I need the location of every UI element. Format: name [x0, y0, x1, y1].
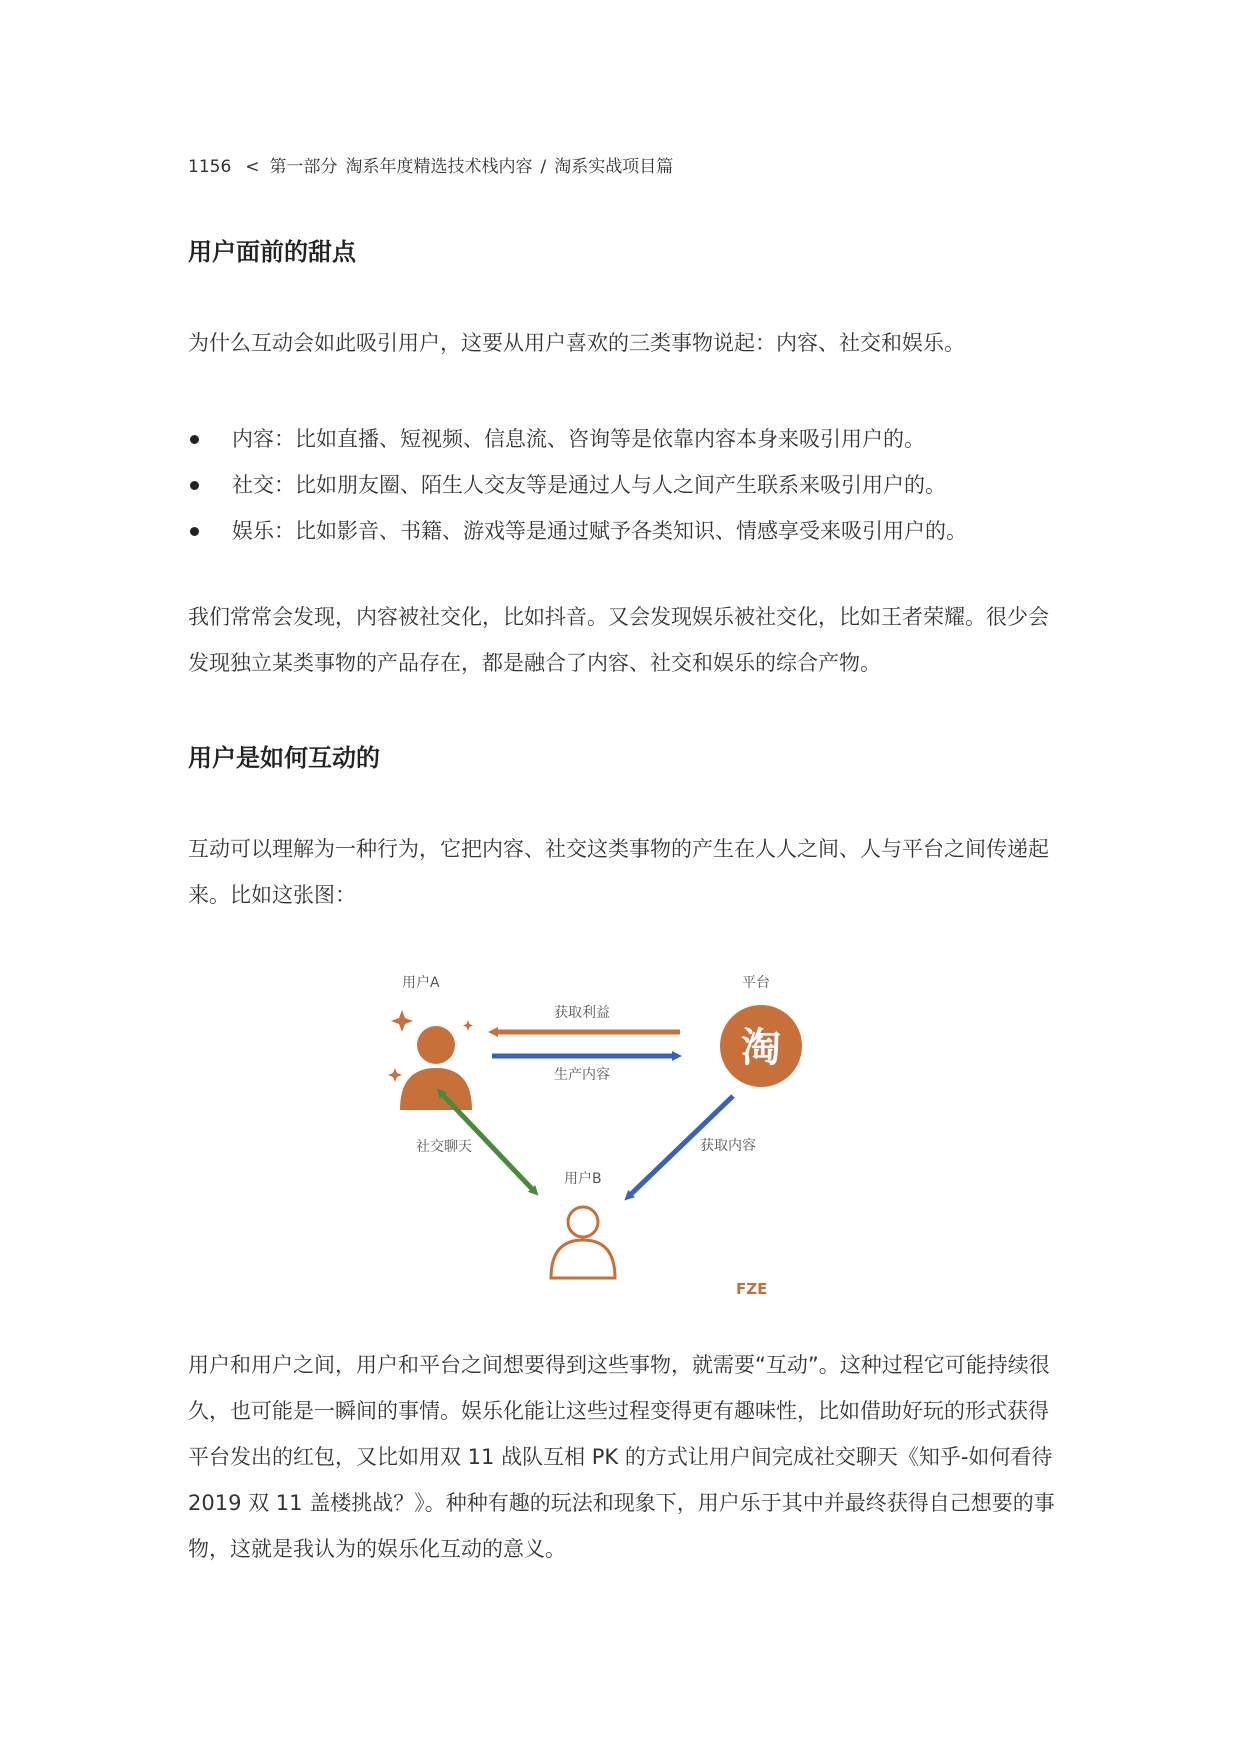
label-platform: 平台: [742, 975, 770, 991]
diagram-svg: [380, 960, 840, 1310]
section-heading-dessert: 用户面前的甜点: [188, 238, 356, 266]
bullet-dot: [190, 527, 199, 536]
user-b-icon: [551, 1207, 615, 1278]
interaction-paragraph: 互动可以理解为一种行为，它把内容、社交这类事物的产生在人人之间、人与平台之间传递起来。比如这张图：: [188, 837, 1049, 907]
bullet-list: [188, 416, 1058, 554]
section-heading-interaction: 用户是如何互动的: [188, 744, 380, 772]
social-paragraph: 我们常常会发现，内容被社交化，比如抖音。又会发现娱乐被社交化，比如王者荣耀。很少会发现独立某类事物的产品存在，都是融合了内容、社交和娱乐的综合产物。: [188, 605, 1049, 675]
running-header: [188, 152, 687, 177]
platform-logo-icon: [720, 1005, 802, 1087]
bullet-text: 娱乐：比如影音、书籍、游戏等是通过赋予各类知识、情感享受来吸引用户的。: [232, 519, 967, 543]
intro-paragraph: 为什么互动会如此吸引用户，这要从用户喜欢的三类事物说起：内容、社交和娱乐。: [188, 331, 965, 355]
bullet-dot: [190, 481, 199, 490]
header-slash: /: [540, 157, 547, 177]
header-section: 淘系实战项目篇: [554, 157, 674, 177]
list-item: [188, 508, 1058, 554]
label-user-b: 用户B: [564, 1171, 602, 1187]
header-part: 第一部分: [269, 157, 338, 177]
label-user-a: 用户A: [402, 975, 440, 991]
user-a-icon: [400, 1026, 472, 1110]
platform-logo-char: 淘: [741, 1025, 781, 1071]
list-item: [188, 462, 1058, 508]
bullet-text: 社交：比如朋友圈、陌生人交友等是通过人与人之间产生联系来吸引用户的。: [232, 473, 946, 497]
interaction-diagram: [380, 960, 840, 1310]
bullet-text: 内容：比如直播、短视频、信息流、咨询等是依靠内容本身来吸引用户的。: [232, 427, 925, 451]
label-get-benefit: 获取利益: [554, 1005, 610, 1021]
document-page: [188, 0, 1058, 1755]
page-number: 1156: [188, 157, 232, 177]
header-separator: <: [245, 157, 260, 177]
closing-paragraph: 用户和用户之间，用户和平台之间想要得到这些事物，就需要“互动”。这种过程它可能持续很久，也可能是一瞬间的事情。娱乐化能让这些过程变得更有趣味性，比如借助好玩的形式获得平台发出的红包，又比如用双 11 战队互相 PK 的方式让用户间完成社交聊天《知乎-如何看待 2019 双 11 盖楼挑战？》。种种有趣的玩法和现象下，用户乐于其中并最终获得自己想要的事物，这就是我认为的娱乐化互动的意义。: [188, 1353, 1055, 1561]
label-get-content: 获取内容: [700, 1138, 756, 1154]
label-produce-content: 生产内容: [554, 1067, 610, 1083]
bullet-dot: [190, 435, 199, 444]
header-book: 淘系年度精选技术栈内容: [345, 157, 533, 177]
label-social-chat: 社交聊天: [416, 1139, 472, 1155]
list-item: [188, 416, 1058, 462]
watermark-logo: FZE: [736, 1280, 768, 1298]
